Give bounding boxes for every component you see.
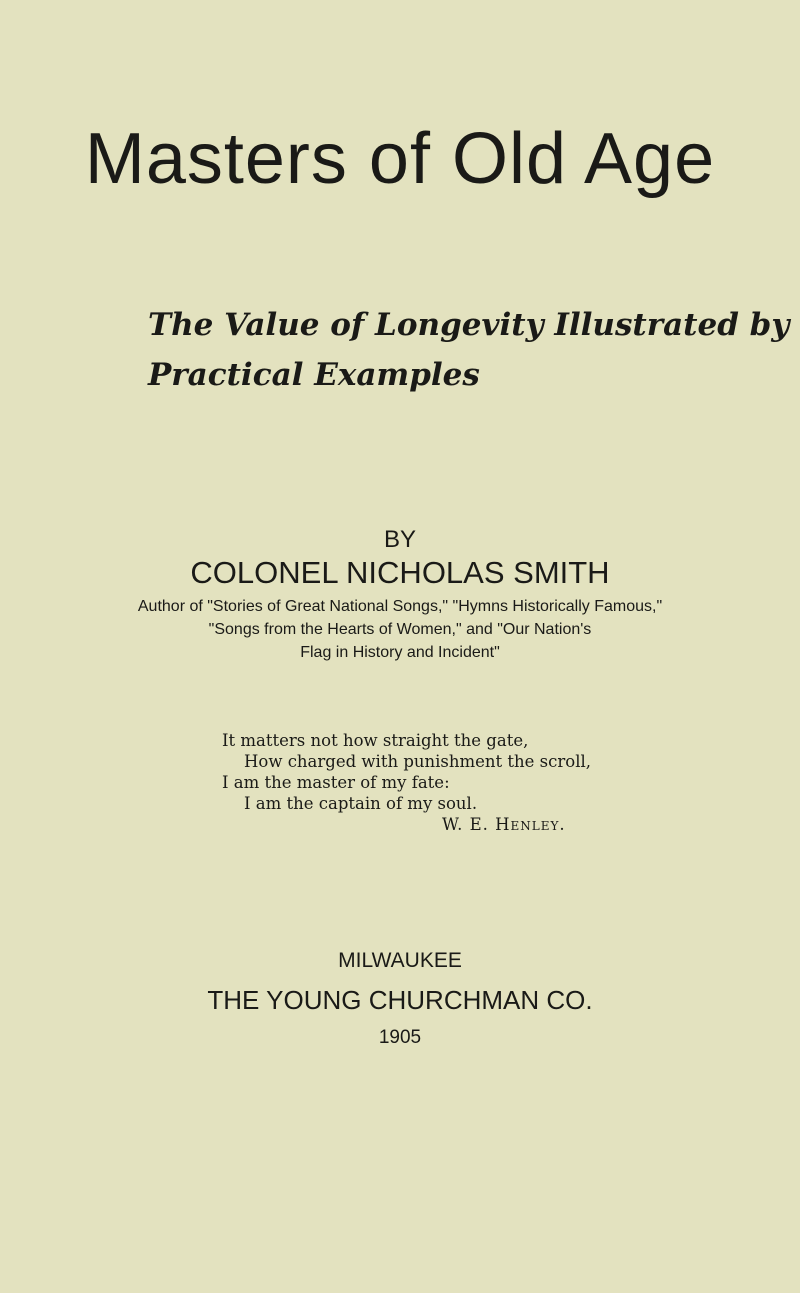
book-title: Masters of Old Age — [84, 119, 716, 199]
book-subtitle — [0, 300, 800, 400]
epigraph-line: I am the master of my fate: — [222, 773, 450, 792]
epigraph-line: How charged with punishment the scroll, — [244, 752, 592, 771]
credits-line-1: Author of "Stories of Great National Songs," "Hymns Historically Famous," — [137, 598, 663, 615]
credits-line-3: Flag in History and Incident" — [300, 644, 500, 661]
epigraph — [222, 730, 742, 835]
publication-place: MILWAUKEE — [338, 949, 462, 972]
subtitle-line-2: Practical Examples — [148, 357, 480, 393]
credits-line-2: "Songs from the Hearts of Women," and "Our Nation's — [208, 621, 592, 638]
author-credits — [0, 595, 800, 664]
author-name: COLONEL NICHOLAS SMITH — [190, 555, 610, 590]
epigraph-line: It matters not how straight the gate, — [222, 731, 529, 750]
epigraph-attribution: W. E. Henley. — [442, 815, 566, 834]
byline: BY — [383, 526, 416, 553]
publication-year: 1905 — [378, 1027, 422, 1048]
publisher-name: THE YOUNG CHURCHMAN CO. — [207, 985, 593, 1015]
epigraph-line: I am the captain of my soul. — [244, 794, 478, 813]
subtitle-line-1: The Value of Longevity Illustrated by — [148, 307, 790, 343]
